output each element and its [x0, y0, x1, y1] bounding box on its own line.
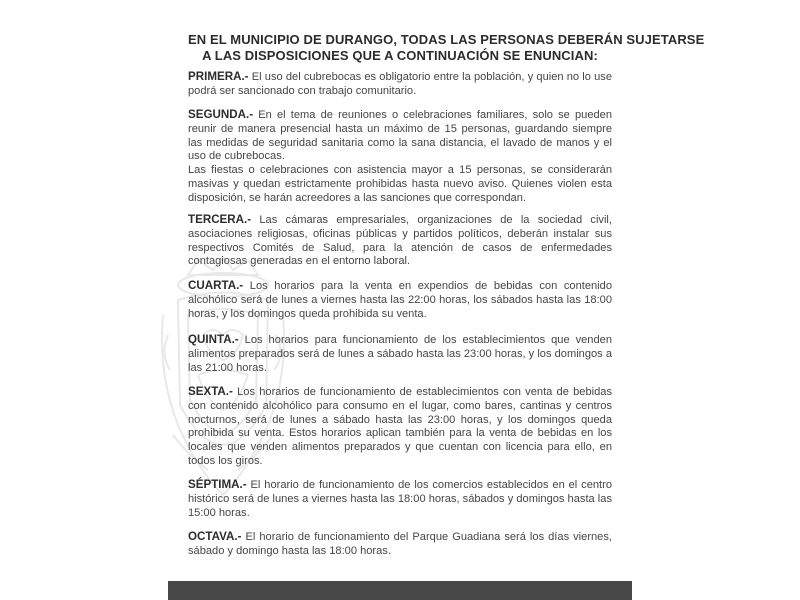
clause-cuarta: [188, 279, 612, 321]
clause-text-2: Las fiestas o celebraciones con asistencia mayor a 15 personas, se considerarán masivas y quedan estrictamente prohibidas hasta nuevo aviso. Quienes violen esta disposición, se harán acreedores a las sanciones que correspondan.: [188, 164, 612, 204]
clause-text: En el tema de reuniones o celebraciones familiares, solo se pueden reunir de manera presencial hasta un máximo de 15 personas, guardando siempre las medidas de seguridad sanitaria como la sana distancia, el lavado de manos y el uso de cubrebocas.: [188, 109, 613, 163]
clause-text: El horario de funcionamiento de los comercios establecidos en el centro histórico será de lunes a viernes hasta las 18:00 horas, sábados y domingos hasta las 15:00 horas.: [188, 479, 612, 519]
clause-sexta: [188, 385, 612, 469]
clause-label: QUINTA.-: [188, 333, 239, 346]
clause-text: El horario de funcionamiento del Parque Guadiana será los días viernes, sábado y domingo hasta las 18:00 horas.: [188, 531, 612, 557]
page-heading: [188, 32, 705, 64]
clause-segunda: [188, 108, 612, 206]
clause-text: Las cámaras empresariales, organizaciones de la sociedad civil, asociaciones religiosas, oficinas públicas y partidos políticos, deberán instalar sus respectivos Comités de Salud, para la atención de casos de enfermedades contagiosas generadas en el entorno laboral.: [188, 214, 612, 268]
clause-text: Los horarios para funcionamiento de los establecimientos que venden alimentos preparados será de lunes a sábado hasta las 23:00 horas, y los domingos a las 21:00 horas.: [188, 334, 612, 374]
clause-primera: [188, 70, 612, 99]
clause-label: TERCERA.-: [188, 213, 252, 226]
clause-label: OCTAVA.-: [188, 530, 242, 543]
heading-line-1: EN EL MUNICIPIO DE DURANGO, TODAS LAS PERSONAS DEBERÁN SUJETARSE: [188, 32, 705, 47]
clause-label: PRIMERA.-: [188, 70, 249, 83]
document-page: [168, 0, 705, 600]
clause-label: SEXTA.-: [188, 385, 233, 398]
clause-text: Los horarios para la venta en expendios de bebidas con contenido alcohólico será de lunes a viernes hasta las 22:00 horas, los sábados hasta las 18:00 horas, y los domingos queda prohibida su venta.: [188, 280, 612, 320]
clause-label: CUARTA.-: [188, 279, 244, 292]
heading-line-2: A LAS DISPOSICIONES QUE A CONTINUACIÓN SE ENUNCIAN:: [202, 48, 598, 63]
clause-octava: [188, 530, 612, 559]
clause-text: El uso del cubrebocas es obligatorio entre la población, y quien no lo use podrá ser sancionado con trabajo comunitario.: [188, 71, 612, 97]
clause-tercera: [188, 213, 612, 269]
clause-quinta: [188, 333, 612, 375]
clause-label: SEGUNDA.-: [188, 108, 254, 121]
clause-text: Los horarios de funcionamiento de establecimientos con venta de bebidas con contenido alcohólico para consumo en el lugar, como bares, cantinas y centros nocturnos, será de lunes a sábado hasta las 23:00 horas, y los domingos queda prohibida su venta. Estos horarios aplican también para la venta de bebidas en los locales que venden alimentos preparados y que cuentan con licencia para ello, en todos los giros.: [188, 386, 612, 467]
clause-label: SÉPTIMA.-: [188, 478, 247, 491]
clause-septima: [188, 478, 612, 520]
footer-bar: [168, 581, 632, 600]
